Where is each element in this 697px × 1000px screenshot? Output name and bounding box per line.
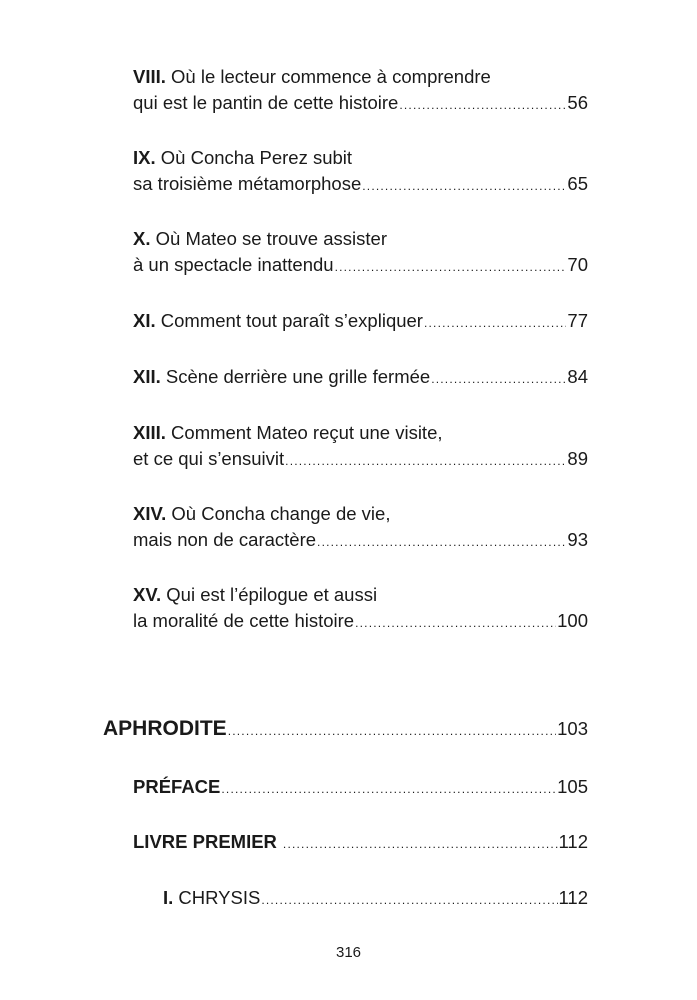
dot-leader bbox=[221, 783, 556, 795]
chapter-title-line-1: Comment Mateo reçut une visite, bbox=[165, 422, 443, 443]
toc-entry-chapter-8 bbox=[133, 64, 588, 116]
toc-entry-book bbox=[133, 829, 588, 855]
page-number: 89 bbox=[567, 448, 588, 469]
chapter-title-line-2: sa troisième métamorphose bbox=[133, 173, 362, 194]
toc-entry-chapter-12 bbox=[133, 364, 588, 390]
chapter-title: Scène derrière une grille fermée bbox=[160, 366, 431, 387]
page-number: 112 bbox=[558, 887, 588, 908]
dot-leader bbox=[424, 317, 566, 329]
chapter-title-line-2: qui est le pantin de cette histoire bbox=[133, 92, 399, 113]
toc-entry-chapter-1 bbox=[163, 885, 588, 911]
dot-leader bbox=[355, 617, 556, 629]
page-number: 105 bbox=[557, 776, 588, 797]
page-number: 100 bbox=[557, 610, 588, 631]
chapter-title-line-1: Où le lecteur commence à comprendre bbox=[165, 66, 491, 87]
dot-leader bbox=[261, 894, 557, 906]
toc-entry-preface bbox=[133, 774, 588, 800]
chapter-title-line-1: Où Concha Perez subit bbox=[155, 147, 353, 168]
section-title: PRÉFACE bbox=[133, 776, 221, 797]
page-number: 93 bbox=[567, 529, 588, 550]
chapter-title-line-1: Qui est l’épilogue et aussi bbox=[161, 584, 378, 605]
toc-entry-chapter-9 bbox=[133, 145, 588, 197]
toc-entry-chapter-15 bbox=[133, 582, 588, 634]
part-title: APHRODITE bbox=[103, 717, 227, 740]
chapter-title: CHRYSIS bbox=[173, 887, 261, 908]
chapter-title-line-2: mais non de caractère bbox=[133, 529, 317, 550]
chapter-number: I. bbox=[163, 887, 174, 908]
chapter-title: Comment tout paraît s’expliquer bbox=[155, 310, 423, 331]
chapter-title-line-1: Où Mateo se trouve assister bbox=[150, 228, 387, 249]
dot-leader bbox=[362, 180, 566, 192]
section-title: LIVRE PREMIER bbox=[133, 831, 277, 852]
chapter-number: XII. bbox=[133, 366, 161, 387]
chapter-number: XI. bbox=[133, 310, 156, 331]
dot-leader bbox=[317, 536, 566, 548]
dot-leader bbox=[399, 99, 566, 111]
toc-entry-part bbox=[103, 716, 588, 742]
page-number: 103 bbox=[557, 718, 588, 739]
page-folio: 316 bbox=[335, 944, 362, 961]
chapter-number: XIV. bbox=[133, 503, 167, 524]
chapter-number: IX. bbox=[133, 147, 156, 168]
chapter-title-line-2: et ce qui s’ensuivit bbox=[133, 448, 285, 469]
chapter-title-line-1: Où Concha change de vie, bbox=[166, 503, 391, 524]
chapter-title-line-2: la moralité de cette histoire bbox=[133, 610, 355, 631]
toc-entry-chapter-10 bbox=[133, 226, 588, 278]
page-number: 77 bbox=[567, 310, 588, 331]
page-number: 112 bbox=[558, 831, 588, 852]
page-number: 70 bbox=[567, 254, 588, 275]
toc-entry-chapter-13 bbox=[133, 420, 588, 472]
dot-leader bbox=[335, 261, 567, 273]
toc-entry-chapter-11 bbox=[133, 308, 588, 334]
chapter-number: XV. bbox=[133, 584, 162, 605]
chapter-number: XIII. bbox=[133, 422, 166, 443]
page-number: 65 bbox=[567, 173, 588, 194]
chapter-number: X. bbox=[133, 228, 151, 249]
dot-leader bbox=[285, 455, 566, 467]
chapter-number: VIII. bbox=[133, 66, 166, 87]
page-number: 84 bbox=[567, 366, 588, 387]
dot-leader bbox=[283, 838, 558, 850]
page-number: 56 bbox=[567, 92, 588, 113]
dot-leader bbox=[431, 373, 566, 385]
toc-entry-chapter-14 bbox=[133, 501, 588, 553]
dot-leader bbox=[228, 725, 556, 737]
chapter-title-line-2: à un spectacle inattendu bbox=[133, 254, 334, 275]
